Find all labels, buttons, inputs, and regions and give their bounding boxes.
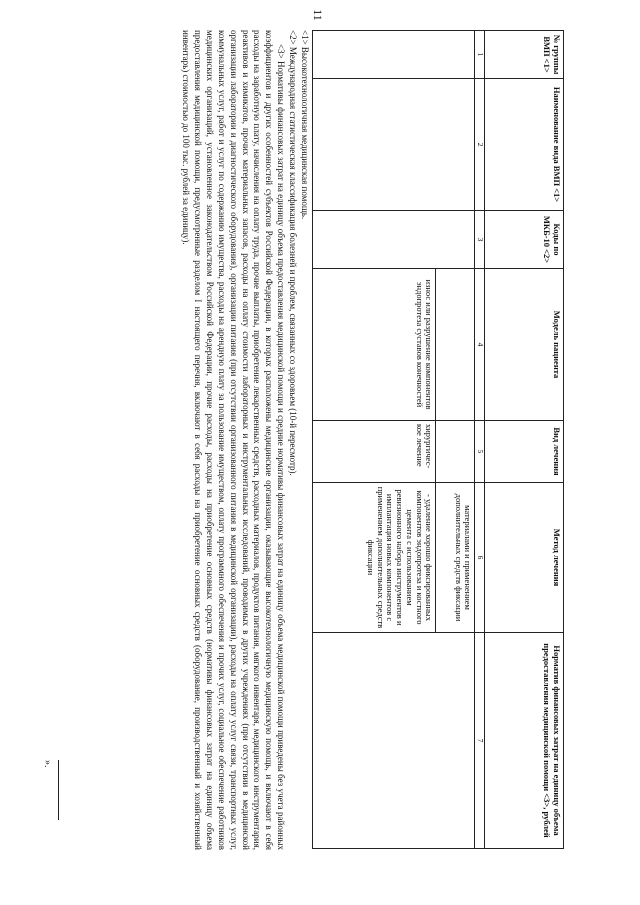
column-number: 5: [475, 421, 485, 483]
table-row: [436, 31, 475, 849]
table-header-row: [485, 31, 564, 849]
footnote-1: <1> Высокотехнологичная медицинская помощь.: [300, 30, 310, 220]
header-cost-standard: Норматив финансовых затрат на единицу объема предоставления медицинской помощи <3>, рублей: [485, 633, 564, 849]
header-icd-codes: Коды по МКБ-10 <2>: [485, 211, 564, 269]
closing-rule: [58, 760, 59, 820]
column-number: 3: [475, 211, 485, 269]
cell-model-continued: [436, 269, 475, 421]
column-number: 1: [475, 31, 485, 79]
footnote-3: <3> Нормативы финансовых затрат на единицу объема предоставления медицинской помощи и средние нормативы финансовых затрат на единицу объема медицинской помощи приведены без учета районных коэффициентов и других особенностей субъектов Российской Федерации, в которых расположены медицинские организации, оказывающие высокотехнологичную медицинскую помощь, и включают в себя расходы на заработную плату, начисления на оплату труда, прочие выплаты, приобретение лекарственных средств, расходных материалов, продуктов питания, мягкого инвентаря, медицинского инструментария, реактивов и химикатов, прочих материальных запасов, расходы на оплату стоимости лабораторных и инструментальных исследований, проводимых в других учреждениях (при отсутствии в медицинской организации лаборатории и диагностического оборудования), организации питания (при отсутствии организованного питания в медицинской организации), расходы на оплату услуг связи, транспортных услуг, коммунальных услуг, работ и услуг по содержанию имущества, расходы на арендную плату за пользование имуществом, оплату программного обеспечения и прочих услуг, социальное обеспечение работников медицинских организаций, установленное законодательством Российской Федерации, прочие расходы, расходы на приобретение основных средств (нормативы финансовых затрат на единицу объема предоставления медицинской помощи, предусмотренные разделом I настоящего перечня, включают в себя расходы на приобретение основных средств (оборудование, производственный и хозяйственный инвентарь) стоимостью до 100 тыс. рублей за единицу).: [181, 30, 287, 850]
closing-quote: ».: [42, 760, 53, 768]
header-vmp-type: Наименование вида ВМП <1>: [485, 79, 564, 211]
cell-method-continued: материалами и применением дополнительных средств фиксации: [436, 483, 475, 633]
header-treatment-type: Вид лечения: [485, 421, 564, 483]
cell-icd-codes: [313, 211, 475, 269]
cell-patient-model: износ или разрушение компонентов эндопротеза суставов конечностей: [313, 269, 436, 421]
column-number: 4: [475, 269, 485, 421]
column-number: 2: [475, 79, 485, 211]
footnotes: [179, 30, 310, 850]
cell-group-number: [313, 31, 475, 79]
cell-treatment-continued: [436, 421, 475, 483]
column-number-row: [475, 31, 485, 849]
header-group-number: № группы ВМП <1>: [485, 31, 564, 79]
cell-vmp-type: [313, 79, 475, 211]
column-number: 6: [475, 483, 485, 633]
page-number: 11: [311, 9, 325, 21]
header-patient-model: Модель пациента: [485, 269, 564, 421]
vmp-table: [312, 30, 564, 849]
closing-mark: [42, 760, 64, 820]
footnote-2: <2> Международная статистическая классификация болезней и проблем, связанных со здоровьем (10-й пересмотр).: [288, 30, 299, 476]
cell-treatment-type: хирургичес-кое лечение: [313, 421, 436, 483]
cell-cost-standard: [313, 633, 475, 849]
cell-treatment-method: - удаление хорошо фиксированных компонентов эндопротеза и костного цемента с использованием ревизионного набора инструментов и имплантация новых компонентов с применением дополнительных средств фиксации: [313, 483, 436, 633]
column-number: 7: [475, 633, 485, 849]
header-treatment-method: Метод лечения: [485, 483, 564, 633]
